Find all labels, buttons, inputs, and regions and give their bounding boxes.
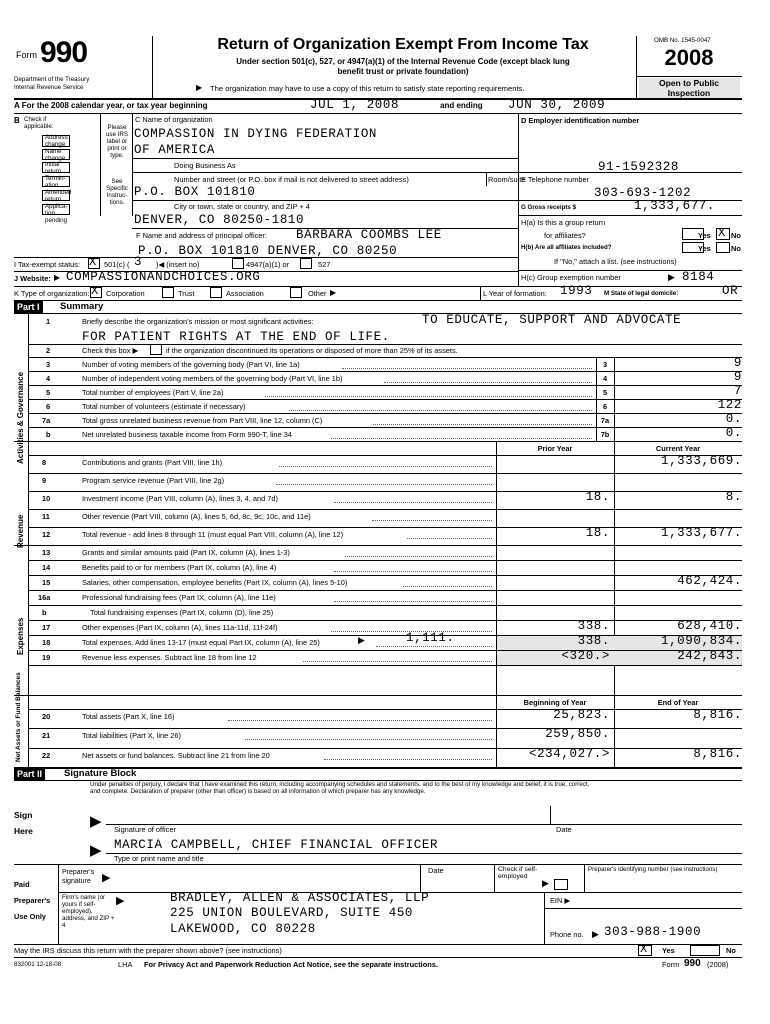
arrow-icon: ▶ xyxy=(196,83,203,92)
row-rule xyxy=(28,728,742,729)
row-rule xyxy=(14,441,742,442)
name-arrow-icon: ▶ xyxy=(90,842,102,859)
exp-line-num: 16a xyxy=(38,593,51,602)
preparer-signature-label[interactable]: Preparer's signature xyxy=(62,869,95,885)
net-assets-label: Net Assets or Fund Balances xyxy=(15,672,22,762)
gov-line-box: 3 xyxy=(602,360,608,369)
rev-line-num: 8 xyxy=(42,458,47,467)
exp-line-text: Total fundraising expenses (Part IX, column (D), line 25) xyxy=(90,608,274,617)
rev-line-num: 12 xyxy=(42,530,51,539)
gov-line-num: 5 xyxy=(46,388,51,397)
dot-leader xyxy=(384,382,593,383)
row-rule xyxy=(28,473,742,474)
dot-leader xyxy=(228,720,493,721)
association-label: Association xyxy=(226,289,264,298)
d-ein-label: D Employer identification number xyxy=(521,116,640,125)
net-prior-value: 25,823. xyxy=(553,708,610,722)
inspection: Inspection xyxy=(667,88,711,98)
check-if-applicable: Check if applicable: xyxy=(24,116,54,130)
see-instructions: See Specific Instruc-tions. xyxy=(106,178,128,206)
ha-group-label: H(a) Is this a group return xyxy=(521,218,606,227)
dot-leader xyxy=(334,601,492,602)
preparer-date-label: Date xyxy=(428,866,444,875)
dept-irs: Internal Revenue Service xyxy=(14,84,84,91)
preparer-id-label: Preparer's identifying number (see instructions) xyxy=(588,866,718,873)
termination-label: Termin-ation xyxy=(45,175,66,189)
part2-title: Signature Block xyxy=(64,768,137,779)
4947-label: 4947(a)(1) or xyxy=(246,260,290,269)
exp-prior-value: <320.> xyxy=(561,649,610,663)
preparer-phone: 303-988-1900 xyxy=(604,925,702,939)
line-i-label: I Tax-exempt status: xyxy=(14,260,80,269)
hb-attach-note: If "No," attach a list. (see instructions) xyxy=(554,257,677,266)
dot-leader xyxy=(279,466,492,467)
self-employed-checkbox[interactable] xyxy=(554,879,568,890)
other-checkbox[interactable] xyxy=(290,287,302,298)
principal-officer-address: P.O. BOX 101810 DENVER, CO 80250 xyxy=(138,244,398,258)
gov-line-value: 0. xyxy=(725,412,742,426)
527-checkbox[interactable] xyxy=(300,258,312,269)
exp-line-num: 18 xyxy=(42,638,51,647)
phone-label: Phone no. xyxy=(550,930,584,939)
dot-leader xyxy=(376,646,492,647)
footer-lha: LHA xyxy=(118,960,133,969)
arrow-icon: ▶ xyxy=(330,288,337,297)
open-public: Open to Public xyxy=(659,78,719,88)
line2-num: 2 xyxy=(46,346,51,355)
exp-line-num: 13 xyxy=(42,548,51,557)
dot-leader xyxy=(331,438,592,439)
form-number: 990 xyxy=(40,36,88,69)
principal-officer-name: BARBARA COOMBS LEE xyxy=(296,228,442,242)
total-fundraising-value: 1,111. xyxy=(406,631,455,645)
g-gross-label: G Gross receipts $ xyxy=(521,204,577,211)
rev-line-num: 10 xyxy=(42,494,51,503)
gov-line-box: 6 xyxy=(602,402,608,411)
discuss-no-label: No xyxy=(726,946,736,955)
527-label: 527 xyxy=(318,260,331,269)
corporation-mark: X xyxy=(91,284,99,298)
discuss-question: May the IRS discuss this return with the preparer shown above? (see instructions) xyxy=(14,946,282,955)
net-current-value: 8,816. xyxy=(693,746,742,761)
row-rule xyxy=(28,665,742,666)
row-rule xyxy=(28,509,742,510)
line-j-label: J Website: xyxy=(14,274,51,283)
ein-label: EIN ▶ xyxy=(550,896,571,905)
street-label: Number and street (or P.O. box if mail is not delivered to street address) xyxy=(174,175,409,184)
here-label: Here xyxy=(14,826,33,836)
net-line-num: 22 xyxy=(42,750,51,760)
discontinued-checkbox[interactable] xyxy=(150,344,162,355)
discuss-no-checkbox[interactable] xyxy=(690,945,720,956)
row-rule xyxy=(28,560,742,561)
part2-tag: Part II xyxy=(14,768,45,780)
org-name-line2: OF AMERICA xyxy=(134,143,216,157)
row-rule xyxy=(28,767,742,768)
footer-notice: For Privacy Act and Paperwork Reduction Act Notice, see the separate instructions. xyxy=(144,960,438,969)
dot-leader xyxy=(265,396,593,397)
application-pending-label: Applica-tion pending xyxy=(45,203,68,224)
omb-number: OMB No. 1545-0047 xyxy=(654,37,711,44)
amended-return-label: Amended return xyxy=(45,189,72,203)
rev-current-value: 1,333,677. xyxy=(660,526,742,540)
net-line-num: 21 xyxy=(42,731,51,741)
dot-leader xyxy=(245,739,492,740)
arrow-icon: ▶ xyxy=(54,273,61,282)
beginning-year-header: Beginning of Year xyxy=(523,698,587,707)
arrow-icon: ▶ xyxy=(668,272,675,282)
exp-line-num: b xyxy=(42,608,47,617)
ha-yes-label: Yes xyxy=(698,231,711,240)
end-year-header: End of Year xyxy=(657,698,699,707)
gov-line-text: Number of independent voting members of the governing body (Part VI, line 1b) xyxy=(82,374,343,383)
rev-prior-value: 18. xyxy=(585,526,610,540)
501c-label: 501(c) ( xyxy=(104,260,130,269)
gov-line-text: Total gross unrelated business revenue from Part VIII, line 12, column (C) xyxy=(82,416,323,425)
exp-line-text: Professional fundraising fees (Part IX, column (A), line 11e) xyxy=(82,593,276,602)
dot-leader xyxy=(276,484,492,485)
state-of-domicile: OR xyxy=(722,284,739,298)
gov-line-num: 6 xyxy=(46,402,51,411)
exp-line-text: Salaries, other compensation, employee benefits (Part IX, column (A), lines 5-10) xyxy=(82,578,348,587)
website[interactable]: COMPASSIONANDCHOICES.ORG xyxy=(66,270,261,284)
exp-line-num: 19 xyxy=(42,653,51,662)
ha-no-label: No xyxy=(731,231,741,240)
city-state-zip: DENVER, CO 80250-1810 xyxy=(134,213,305,227)
firm-city: LAKEWOOD, CO 80228 xyxy=(170,922,316,936)
line-a-label: A For the 2008 calendar year, or tax year beginning xyxy=(14,101,208,110)
signature-officer-label[interactable]: Signature of officer xyxy=(114,825,176,834)
corporation-label: Corporation xyxy=(106,289,145,298)
officer-name-title: MARCIA CAMPBELL, CHIEF FINANCIAL OFFICER xyxy=(114,838,439,852)
net-current-value: 8,816. xyxy=(693,708,742,722)
firm-arrow-icon: ▶ xyxy=(116,895,125,907)
footer-form-year: (2008) xyxy=(707,960,729,969)
form-title: Return of Organization Exempt From Income Tax xyxy=(217,36,589,53)
ha-no-mark: X xyxy=(718,226,726,240)
line1-text: Briefly describe the organization's mission or most significant activities: xyxy=(82,317,314,326)
exp-prior-value: 338. xyxy=(577,634,610,648)
arrow-icon: ▶ xyxy=(592,929,599,939)
year-of-formation: 1993 xyxy=(560,284,593,298)
exp-current-value: 628,410. xyxy=(677,619,742,633)
employer-id-number: 91-1592328 xyxy=(598,160,680,174)
gov-line-value: 7 xyxy=(733,384,742,398)
gov-line-num: 7a xyxy=(42,416,51,425)
rev-line-text: Investment income (Part VIII, column (A), lines 3, 4, and 7d) xyxy=(82,494,278,503)
hc-label: H(c) Group exemption number xyxy=(521,273,621,282)
gov-line-value: 9 xyxy=(733,370,742,384)
exp-line-num: 15 xyxy=(42,578,51,587)
form-subtitle-1: Under section 501(c), 527, or 4947(a)(1) of the Internal Revenue Code (except black lung xyxy=(236,57,570,66)
tax-year-begin: JUL 1, 2008 xyxy=(310,98,400,112)
gov-line-text: Net unrelated business taxable income from Form 990-T, line 34 xyxy=(82,430,292,439)
arrow-icon: ▶ xyxy=(358,635,365,645)
street-address: P.O. BOX 101810 xyxy=(134,185,256,199)
net-line-text: Net assets or fund balances. Subtract line 21 from line 20 xyxy=(82,750,270,760)
net-prior-value: 259,850. xyxy=(545,727,610,742)
gov-line-box: 7a xyxy=(600,416,610,425)
gov-line-text: Total number of employees (Part V, line 2a) xyxy=(82,388,224,397)
e-phone-label: E Telephone number xyxy=(521,175,590,184)
doing-business-as: Doing Business As xyxy=(174,161,236,170)
dot-leader xyxy=(403,586,492,587)
current-year-header: Current Year xyxy=(655,444,701,453)
row-rule xyxy=(28,545,742,546)
perjury-line2: and complete. Declaration of preparer (other than officer) is based on all information of which preparer has any knowledge. xyxy=(90,788,426,795)
exp-current-value: 1,090,834. xyxy=(660,634,742,648)
line1-num: 1 xyxy=(46,317,51,326)
f-officer-label: F Name and address of principal officer: xyxy=(136,231,267,240)
telephone-number: 303-693-1202 xyxy=(594,186,692,200)
other-label: Other xyxy=(308,289,327,298)
net-line-num: 20 xyxy=(42,712,51,721)
c-name-label: C Name of organization xyxy=(135,115,213,124)
dot-leader xyxy=(334,502,492,503)
form-word: Form xyxy=(16,50,37,60)
tax-year-end: JUN 30, 2009 xyxy=(508,98,606,112)
preparers-label: Preparer's xyxy=(14,896,51,905)
net-prior-value: <234,027.> xyxy=(528,746,610,761)
section-b-label: B xyxy=(14,116,20,125)
association-checkbox[interactable] xyxy=(210,287,222,298)
line-k-label: K Type of organization: xyxy=(14,289,90,298)
rev-line-text: Total revenue - add lines 8 through 11 (must equal Part VIII, column (A), line 12) xyxy=(82,530,344,539)
hb-no-label: No xyxy=(731,244,741,253)
state-note: The organization may have to use a copy of this return to satisfy state reporting requirements. xyxy=(210,84,525,93)
prior-year-header: Prior Year xyxy=(537,444,573,453)
gov-line-value: 0. xyxy=(725,426,742,440)
rev-line-num: 9 xyxy=(42,476,47,485)
rev-current-value: 8. xyxy=(725,490,742,504)
dot-leader xyxy=(372,520,492,521)
dot-leader xyxy=(334,571,492,572)
rev-line-text: Program service revenue (Part VIII, line 2g) xyxy=(82,476,225,485)
paid-label: Paid xyxy=(14,880,30,889)
rev-line-text: Other revenue (Part VIII, column (A), lines 5, 6d, 8c, 9c, 10c, and 11e) xyxy=(82,512,311,521)
gov-line-num: 3 xyxy=(46,360,51,369)
type-name-label: Type or print name and title xyxy=(114,854,204,863)
and-ending-label: and ending xyxy=(440,101,483,110)
city-label: City or town, state or country, and ZIP + 4 xyxy=(174,202,310,211)
sign-label: Sign xyxy=(14,810,33,820)
rev-line-num: 11 xyxy=(42,512,50,521)
gov-line-value: 122 xyxy=(717,398,742,412)
firm-name: BRADLEY, ALLEN & ASSOCIATES, LLP xyxy=(170,891,430,905)
rev-line-text: Contributions and grants (Part VIII, line 1h) xyxy=(82,458,223,467)
expenses-label: Expenses xyxy=(16,617,25,655)
room-suite-label: Room/suite xyxy=(488,175,526,184)
arrow-icon: ▶ xyxy=(542,878,549,888)
mission-line2: FOR PATIENT RIGHTS AT THE END OF LIFE. xyxy=(82,330,390,344)
exp-line-text: Grants and similar amounts paid (Part IX, column (A), lines 1-3) xyxy=(82,548,290,557)
self-employed-label: Check if self-employed xyxy=(498,866,538,880)
net-line-text: Total assets (Part X, line 16) xyxy=(82,712,175,721)
exp-line-text: Other expenses (Part IX, column (A), lines 11a-11d, 11f-24f) xyxy=(82,623,278,632)
gov-line-num: b xyxy=(46,430,51,439)
gov-line-text: Number of voting members of the governing body (Part VI, line 1a) xyxy=(82,360,300,369)
footer-form-number: 990 xyxy=(684,958,701,969)
m-state-label: M State of legal domicile: xyxy=(604,290,679,297)
exp-line-text: Revenue less expenses. Subtract line 18 from line 12 xyxy=(82,653,257,662)
dot-leader xyxy=(342,368,593,369)
sign-date-label: Date xyxy=(556,825,572,834)
501c-mark: X xyxy=(89,255,97,269)
gov-line-box: 7b xyxy=(600,430,610,439)
exp-line-num: 17 xyxy=(42,623,51,632)
hb-label: H(b) Are all affiliates included? xyxy=(521,244,612,251)
address-change-label: Address change xyxy=(45,134,68,148)
firm-street: 225 UNION BOULEVARD, SUITE 450 xyxy=(170,906,414,920)
sign-arrow-icon: ▶ xyxy=(90,813,102,830)
org-name-line1: COMPASSION IN DYING FEDERATION xyxy=(134,127,378,141)
mission-line1: TO EDUCATE, SUPPORT AND ADVOCATE xyxy=(422,313,682,327)
exp-line-text: Total expenses. Add lines 13-17 (must equal Part IX, column (A), line 25) xyxy=(82,638,320,647)
group-exemption-number: 8184 xyxy=(682,270,715,284)
dot-leader xyxy=(303,661,492,662)
footer-code: 832001 12-18-08 xyxy=(14,961,62,968)
dot-leader xyxy=(373,424,592,425)
ha-affiliates-label: for affiliates? xyxy=(544,231,586,240)
dot-leader xyxy=(289,410,592,411)
gov-line-text: Total number of volunteers (estimate if necessary) xyxy=(82,402,246,411)
rev-prior-value: 18. xyxy=(585,490,610,504)
use-only-label: Use Only xyxy=(14,912,47,921)
footer-form-word: Form xyxy=(662,960,680,969)
line2-text2: if the organization discontinued its operations or disposed of more than 25% of its assets. xyxy=(166,346,458,355)
gross-receipts: 1,333,677. xyxy=(634,199,716,213)
perjury-line1: Under penalties of perjury, I declare that I have examined this return, including accompanying schedules and statements, and to the best of my knowledge and belief, it is true, correct, xyxy=(90,781,590,788)
revenue-label: Revenue xyxy=(16,514,25,548)
gov-line-box: 5 xyxy=(602,388,608,397)
insert-no-label: )◀ (insert no) xyxy=(156,260,200,269)
dot-leader xyxy=(407,538,492,539)
tax-year: 2008 xyxy=(664,45,714,70)
net-line-text: Total liabilities (Part X, line 26) xyxy=(82,731,181,741)
501c-number: 3 xyxy=(134,255,143,269)
trust-label: Trust xyxy=(178,289,195,298)
part1-title: Summary xyxy=(60,301,104,312)
dept-treasury: Department of the Treasury xyxy=(14,76,90,83)
hb-no-checkbox[interactable] xyxy=(716,242,730,253)
exp-prior-value: 338. xyxy=(577,619,610,633)
form-subtitle-2: benefit trust or private foundation) xyxy=(337,67,469,76)
discuss-yes-label: Yes xyxy=(662,946,675,955)
preparer-arrow-icon: ▶ xyxy=(102,872,111,884)
dot-leader xyxy=(324,759,492,760)
exp-line-text: Benefits paid to or for members (Part IX, column (A), line 4) xyxy=(82,563,277,572)
firm-name-label: Firm's name (or yours if self-employed), address, and ZIP + 4 xyxy=(62,894,115,929)
exp-current-value: 462,424. xyxy=(677,574,742,588)
4947-checkbox[interactable] xyxy=(232,258,244,269)
rev-current-value: 1,333,669. xyxy=(660,454,742,468)
dot-leader xyxy=(331,631,492,632)
activities-governance-label: Activities & Governance xyxy=(16,371,25,464)
row-rule xyxy=(28,605,742,606)
initial-return-label: Initial return xyxy=(45,161,62,175)
l-year-label: L Year of formation: xyxy=(483,289,547,298)
hb-yes-label: Yes xyxy=(698,244,711,253)
gov-line-num: 4 xyxy=(46,374,51,383)
row-rule xyxy=(28,590,742,591)
dot-leader xyxy=(345,556,492,557)
please-use-irs-label: Please use IRS label or print or type. xyxy=(105,124,128,159)
line2-text: Check this box ▶ xyxy=(82,346,139,355)
name-change-label: Name change xyxy=(45,148,66,162)
exp-current-value: 242,843. xyxy=(677,649,742,663)
part1-tag: Part I xyxy=(14,301,43,313)
trust-checkbox[interactable] xyxy=(162,287,174,298)
gov-line-value: 9 xyxy=(733,356,742,370)
discuss-yes-mark: X xyxy=(640,942,648,956)
gov-line-box: 4 xyxy=(602,374,608,383)
exp-line-num: 14 xyxy=(42,563,51,572)
